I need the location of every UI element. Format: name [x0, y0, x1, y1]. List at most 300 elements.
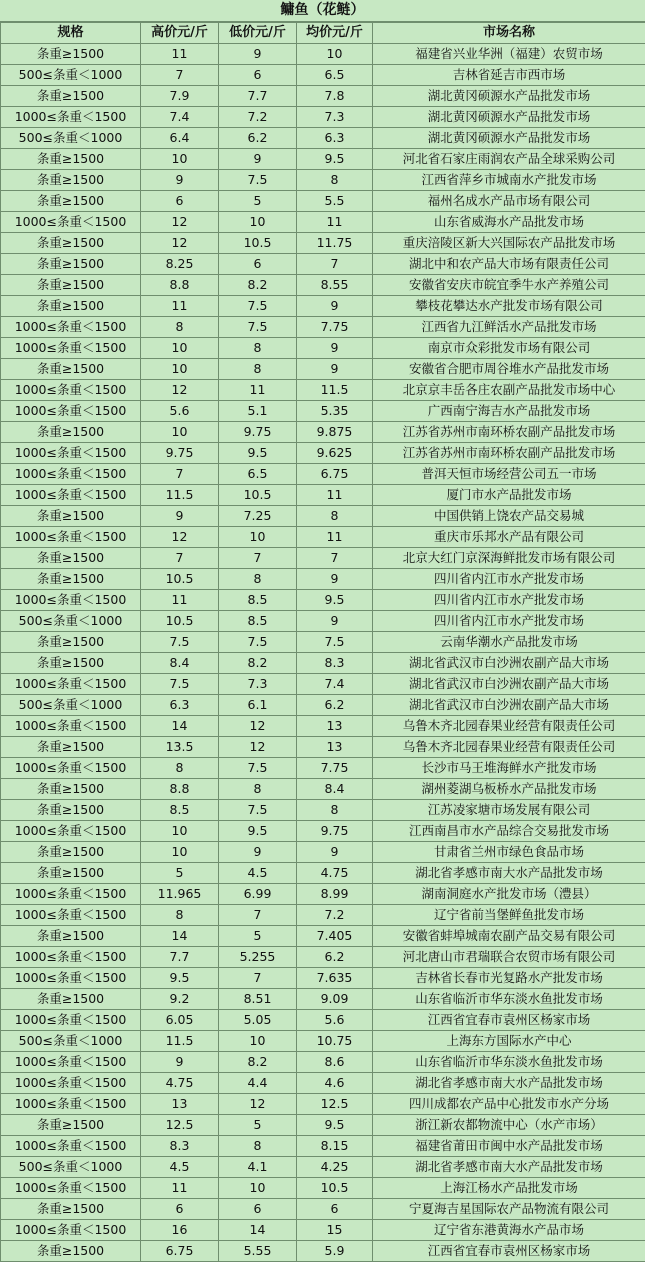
low-price-cell: 6.5 — [219, 464, 297, 485]
table-row — [1, 569, 645, 590]
table-row — [1, 1199, 645, 1220]
high-price-cell: 7.7 — [141, 947, 219, 968]
table-row — [1, 1094, 645, 1115]
spec-cell: 1000≤条重＜1500 — [1, 758, 141, 779]
market-cell: 安徽省蚌埠城南农副产品交易有限公司 — [373, 926, 645, 947]
header-high-price: 高价元/斤 — [141, 23, 219, 44]
table-row — [1, 737, 645, 758]
high-price-cell: 12 — [141, 380, 219, 401]
low-price-cell: 6.1 — [219, 695, 297, 716]
market-cell: 乌鲁木齐北园春果业经营有限责任公司 — [373, 716, 645, 737]
high-price-cell: 7.9 — [141, 86, 219, 107]
market-cell: 中国供销上饶农产品交易城 — [373, 506, 645, 527]
spec-cell: 条重≥1500 — [1, 275, 141, 296]
avg-price-cell: 6.2 — [297, 947, 373, 968]
avg-price-cell: 9.875 — [297, 422, 373, 443]
spec-cell: 条重≥1500 — [1, 1115, 141, 1136]
table-row — [1, 1136, 645, 1157]
high-price-cell: 9.2 — [141, 989, 219, 1010]
avg-price-cell: 5.9 — [297, 1241, 373, 1262]
avg-price-cell: 13 — [297, 737, 373, 758]
high-price-cell: 9 — [141, 506, 219, 527]
market-cell: 北京京丰岳各庄农副产品批发市场中心 — [373, 380, 645, 401]
low-price-cell: 9 — [219, 149, 297, 170]
table-row — [1, 443, 645, 464]
low-price-cell: 7.5 — [219, 800, 297, 821]
market-cell: 湖北省武汉市白沙洲农副产品大市场 — [373, 653, 645, 674]
avg-price-cell: 8 — [297, 170, 373, 191]
market-cell: 江西省宜春市袁州区杨家市场 — [373, 1010, 645, 1031]
low-price-cell: 8 — [219, 338, 297, 359]
avg-price-cell: 9 — [297, 296, 373, 317]
low-price-cell: 7.5 — [219, 296, 297, 317]
low-price-cell: 10 — [219, 527, 297, 548]
low-price-cell: 7.7 — [219, 86, 297, 107]
high-price-cell: 14 — [141, 716, 219, 737]
high-price-cell: 10 — [141, 149, 219, 170]
high-price-cell: 13 — [141, 1094, 219, 1115]
low-price-cell: 5.05 — [219, 1010, 297, 1031]
table-row — [1, 695, 645, 716]
high-price-cell: 8.3 — [141, 1136, 219, 1157]
avg-price-cell: 10.5 — [297, 1178, 373, 1199]
avg-price-cell: 8 — [297, 800, 373, 821]
table-row — [1, 338, 645, 359]
market-cell: 山东省临沂市华东淡水鱼批发市场 — [373, 989, 645, 1010]
avg-price-cell: 7.75 — [297, 317, 373, 338]
avg-price-cell: 9 — [297, 359, 373, 380]
low-price-cell: 4.5 — [219, 863, 297, 884]
low-price-cell: 9 — [219, 842, 297, 863]
avg-price-cell: 8.3 — [297, 653, 373, 674]
market-cell: 安徽省安庆市皖宜季牛水产养殖公司 — [373, 275, 645, 296]
spec-cell: 1000≤条重＜1500 — [1, 1052, 141, 1073]
market-cell: 湖南洞庭水产批发市场（澧县） — [373, 884, 645, 905]
low-price-cell: 9.5 — [219, 821, 297, 842]
table-row — [1, 1010, 645, 1031]
spec-cell: 1000≤条重＜1500 — [1, 1178, 141, 1199]
market-cell: 攀枝花攀达水产批发市场有限公司 — [373, 296, 645, 317]
avg-price-cell: 9.5 — [297, 1115, 373, 1136]
market-cell: 辽宁省东港黄海水产品市场 — [373, 1220, 645, 1241]
market-cell: 山东省临沂市华东淡水鱼批发市场 — [373, 1052, 645, 1073]
avg-price-cell: 4.25 — [297, 1157, 373, 1178]
spec-cell: 1000≤条重＜1500 — [1, 947, 141, 968]
high-price-cell: 8.25 — [141, 254, 219, 275]
market-cell: 湖州菱湖乌板桥水产品批发市场 — [373, 779, 645, 800]
market-cell: 广西南宁海吉水产品批发市场 — [373, 401, 645, 422]
table-row — [1, 233, 645, 254]
market-cell: 江西省萍乡市城南水产批发市场 — [373, 170, 645, 191]
low-price-cell: 4.4 — [219, 1073, 297, 1094]
avg-price-cell: 7.635 — [297, 968, 373, 989]
market-cell: 长沙市马王堆海鲜水产批发市场 — [373, 758, 645, 779]
table-row — [1, 1115, 645, 1136]
table-row — [1, 65, 645, 86]
spec-cell: 条重≥1500 — [1, 653, 141, 674]
table-row — [1, 1073, 645, 1094]
low-price-cell: 12 — [219, 716, 297, 737]
low-price-cell: 7.5 — [219, 317, 297, 338]
low-price-cell: 10 — [219, 1031, 297, 1052]
high-price-cell: 12.5 — [141, 1115, 219, 1136]
table-row — [1, 800, 645, 821]
spec-cell: 1000≤条重＜1500 — [1, 1010, 141, 1031]
table-row — [1, 1178, 645, 1199]
price-table — [0, 22, 645, 1262]
header-low-price: 低价元/斤 — [219, 23, 297, 44]
table-row — [1, 842, 645, 863]
high-price-cell: 7.4 — [141, 107, 219, 128]
table-body — [1, 44, 645, 1262]
high-price-cell: 6.4 — [141, 128, 219, 149]
avg-price-cell: 7 — [297, 548, 373, 569]
avg-price-cell: 8.4 — [297, 779, 373, 800]
low-price-cell: 8.51 — [219, 989, 297, 1010]
market-cell: 湖北黄冈硕源水产品批发市场 — [373, 107, 645, 128]
table-row — [1, 527, 645, 548]
table-row — [1, 191, 645, 212]
table-row — [1, 632, 645, 653]
table-row — [1, 170, 645, 191]
avg-price-cell: 11 — [297, 527, 373, 548]
avg-price-cell: 7.3 — [297, 107, 373, 128]
market-cell: 河北省石家庄雨润农产品全球采购公司 — [373, 149, 645, 170]
market-cell: 湖北黄冈硕源水产品批发市场 — [373, 86, 645, 107]
low-price-cell: 6 — [219, 1199, 297, 1220]
market-cell: 江西省九江鲜活水产品批发市场 — [373, 317, 645, 338]
spec-cell: 500≤条重＜1000 — [1, 128, 141, 149]
low-price-cell: 5.255 — [219, 947, 297, 968]
spec-cell: 500≤条重＜1000 — [1, 1157, 141, 1178]
table-row — [1, 1157, 645, 1178]
spec-cell: 1000≤条重＜1500 — [1, 884, 141, 905]
table-row — [1, 1220, 645, 1241]
spec-cell: 条重≥1500 — [1, 170, 141, 191]
table-row — [1, 275, 645, 296]
high-price-cell: 13.5 — [141, 737, 219, 758]
market-cell: 云南华潮水产品批发市场 — [373, 632, 645, 653]
market-cell: 乌鲁木齐北园春果业经营有限责任公司 — [373, 737, 645, 758]
table-row — [1, 548, 645, 569]
market-cell: 湖北省孝感市南大水产品批发市场 — [373, 863, 645, 884]
low-price-cell: 7 — [219, 905, 297, 926]
market-cell: 辽宁省前当堡鲜鱼批发市场 — [373, 905, 645, 926]
market-cell: 河北唐山市君瑞联合农贸市场有限公司 — [373, 947, 645, 968]
avg-price-cell: 9.5 — [297, 149, 373, 170]
low-price-cell: 8.2 — [219, 275, 297, 296]
low-price-cell: 14 — [219, 1220, 297, 1241]
market-cell: 江苏省苏州市南环桥农副产品批发市场 — [373, 422, 645, 443]
high-price-cell: 7 — [141, 65, 219, 86]
low-price-cell: 6 — [219, 254, 297, 275]
low-price-cell: 6.99 — [219, 884, 297, 905]
avg-price-cell: 9 — [297, 338, 373, 359]
table-row — [1, 128, 645, 149]
spec-cell: 条重≥1500 — [1, 779, 141, 800]
table-row — [1, 44, 645, 65]
table-row — [1, 107, 645, 128]
spec-cell: 1000≤条重＜1500 — [1, 107, 141, 128]
spec-cell: 条重≥1500 — [1, 233, 141, 254]
spec-cell: 条重≥1500 — [1, 737, 141, 758]
spec-cell: 1000≤条重＜1500 — [1, 212, 141, 233]
avg-price-cell: 7.5 — [297, 632, 373, 653]
spec-cell: 1000≤条重＜1500 — [1, 527, 141, 548]
spec-cell: 条重≥1500 — [1, 926, 141, 947]
avg-price-cell: 5.6 — [297, 1010, 373, 1031]
avg-price-cell: 12.5 — [297, 1094, 373, 1115]
market-cell: 上海江杨水产品批发市场 — [373, 1178, 645, 1199]
spec-cell: 500≤条重＜1000 — [1, 65, 141, 86]
high-price-cell: 10 — [141, 422, 219, 443]
table-row — [1, 989, 645, 1010]
market-cell: 吉林省长春市光复路水产批发市场 — [373, 968, 645, 989]
table-row — [1, 212, 645, 233]
high-price-cell: 8 — [141, 758, 219, 779]
market-cell: 重庆涪陵区新大兴国际农产品批发市场 — [373, 233, 645, 254]
high-price-cell: 10.5 — [141, 611, 219, 632]
low-price-cell: 9.75 — [219, 422, 297, 443]
table-row — [1, 611, 645, 632]
table-row — [1, 485, 645, 506]
table-row — [1, 380, 645, 401]
spec-cell: 1000≤条重＜1500 — [1, 485, 141, 506]
market-cell: 湖北省武汉市白沙洲农副产品大市场 — [373, 695, 645, 716]
table-row — [1, 401, 645, 422]
spec-cell: 条重≥1500 — [1, 359, 141, 380]
high-price-cell: 6.3 — [141, 695, 219, 716]
spec-cell: 条重≥1500 — [1, 191, 141, 212]
high-price-cell: 11.965 — [141, 884, 219, 905]
low-price-cell: 10 — [219, 1178, 297, 1199]
market-cell: 福建省莆田市闽中水产品批发市场 — [373, 1136, 645, 1157]
spec-cell: 条重≥1500 — [1, 506, 141, 527]
low-price-cell: 7 — [219, 548, 297, 569]
high-price-cell: 7.5 — [141, 674, 219, 695]
table-row — [1, 716, 645, 737]
high-price-cell: 8.5 — [141, 800, 219, 821]
avg-price-cell: 9 — [297, 611, 373, 632]
high-price-cell: 8 — [141, 905, 219, 926]
low-price-cell: 8 — [219, 569, 297, 590]
low-price-cell: 5 — [219, 1115, 297, 1136]
avg-price-cell: 7.405 — [297, 926, 373, 947]
table-row — [1, 947, 645, 968]
high-price-cell: 6.75 — [141, 1241, 219, 1262]
table-row — [1, 422, 645, 443]
avg-price-cell: 13 — [297, 716, 373, 737]
low-price-cell: 9.5 — [219, 443, 297, 464]
high-price-cell: 14 — [141, 926, 219, 947]
avg-price-cell: 9.09 — [297, 989, 373, 1010]
avg-price-cell: 5.5 — [297, 191, 373, 212]
high-price-cell: 6 — [141, 191, 219, 212]
avg-price-cell: 8 — [297, 506, 373, 527]
avg-price-cell: 11.75 — [297, 233, 373, 254]
table-row — [1, 464, 645, 485]
market-cell: 湖北中和农产品大市场有限责任公司 — [373, 254, 645, 275]
avg-price-cell: 11 — [297, 212, 373, 233]
high-price-cell: 12 — [141, 212, 219, 233]
low-price-cell: 5 — [219, 926, 297, 947]
high-price-cell: 4.75 — [141, 1073, 219, 1094]
high-price-cell: 7.5 — [141, 632, 219, 653]
spec-cell: 条重≥1500 — [1, 422, 141, 443]
high-price-cell: 8.4 — [141, 653, 219, 674]
spec-cell: 条重≥1500 — [1, 548, 141, 569]
high-price-cell: 12 — [141, 233, 219, 254]
avg-price-cell: 8.55 — [297, 275, 373, 296]
spec-cell: 1000≤条重＜1500 — [1, 905, 141, 926]
header-spec: 规格 — [1, 23, 141, 44]
spec-cell: 条重≥1500 — [1, 842, 141, 863]
market-cell: 湖北省武汉市白沙洲农副产品大市场 — [373, 674, 645, 695]
high-price-cell: 11 — [141, 296, 219, 317]
high-price-cell: 6 — [141, 1199, 219, 1220]
low-price-cell: 5.55 — [219, 1241, 297, 1262]
market-cell: 安徽省合肥市周谷堆水产品批发市场 — [373, 359, 645, 380]
market-cell: 四川省内江市水产批发市场 — [373, 590, 645, 611]
low-price-cell: 7.3 — [219, 674, 297, 695]
table-row — [1, 884, 645, 905]
spec-cell: 1000≤条重＜1500 — [1, 821, 141, 842]
low-price-cell: 10.5 — [219, 233, 297, 254]
spec-cell: 500≤条重＜1000 — [1, 1031, 141, 1052]
avg-price-cell: 5.35 — [297, 401, 373, 422]
low-price-cell: 7.2 — [219, 107, 297, 128]
low-price-cell: 8 — [219, 359, 297, 380]
avg-price-cell: 7 — [297, 254, 373, 275]
spec-cell: 条重≥1500 — [1, 569, 141, 590]
table-row — [1, 905, 645, 926]
header-row — [1, 23, 645, 44]
market-cell: 湖北黄冈硕源水产品批发市场 — [373, 128, 645, 149]
spec-cell: 条重≥1500 — [1, 989, 141, 1010]
low-price-cell: 8.5 — [219, 611, 297, 632]
avg-price-cell: 8.15 — [297, 1136, 373, 1157]
low-price-cell: 8.2 — [219, 1052, 297, 1073]
spec-cell: 1000≤条重＜1500 — [1, 338, 141, 359]
high-price-cell: 10 — [141, 359, 219, 380]
spec-cell: 条重≥1500 — [1, 149, 141, 170]
spec-cell: 1000≤条重＜1500 — [1, 1073, 141, 1094]
high-price-cell: 10.5 — [141, 569, 219, 590]
spec-cell: 1000≤条重＜1500 — [1, 1094, 141, 1115]
market-cell: 宁夏海吉星国际农产品物流有限公司 — [373, 1199, 645, 1220]
spec-cell: 条重≥1500 — [1, 86, 141, 107]
high-price-cell: 11.5 — [141, 485, 219, 506]
avg-price-cell: 6.3 — [297, 128, 373, 149]
market-cell: 吉林省延吉市西市场 — [373, 65, 645, 86]
low-price-cell: 10.5 — [219, 485, 297, 506]
high-price-cell: 10 — [141, 842, 219, 863]
table-row — [1, 590, 645, 611]
spec-cell: 1000≤条重＜1500 — [1, 1136, 141, 1157]
spec-cell: 条重≥1500 — [1, 1241, 141, 1262]
high-price-cell: 11.5 — [141, 1031, 219, 1052]
high-price-cell: 6.05 — [141, 1010, 219, 1031]
table-row — [1, 758, 645, 779]
table-row — [1, 254, 645, 275]
table-row — [1, 779, 645, 800]
low-price-cell: 7.5 — [219, 170, 297, 191]
table-row — [1, 674, 645, 695]
table-row — [1, 968, 645, 989]
table-row — [1, 296, 645, 317]
spec-cell: 1000≤条重＜1500 — [1, 1220, 141, 1241]
spec-cell: 1000≤条重＜1500 — [1, 674, 141, 695]
avg-price-cell: 7.4 — [297, 674, 373, 695]
low-price-cell: 6.2 — [219, 128, 297, 149]
low-price-cell: 7 — [219, 968, 297, 989]
avg-price-cell: 9.625 — [297, 443, 373, 464]
table-row — [1, 821, 645, 842]
table-row — [1, 359, 645, 380]
table-row — [1, 317, 645, 338]
spec-cell: 条重≥1500 — [1, 254, 141, 275]
market-cell: 江西南昌市水产品综合交易批发市场 — [373, 821, 645, 842]
avg-price-cell: 8.99 — [297, 884, 373, 905]
market-cell: 普洱天恒市场经营公司五一市场 — [373, 464, 645, 485]
high-price-cell: 9 — [141, 1052, 219, 1073]
low-price-cell: 8 — [219, 779, 297, 800]
market-cell: 南京市众彩批发市场有限公司 — [373, 338, 645, 359]
high-price-cell: 5.6 — [141, 401, 219, 422]
spec-cell: 条重≥1500 — [1, 296, 141, 317]
avg-price-cell: 4.75 — [297, 863, 373, 884]
avg-price-cell: 10.75 — [297, 1031, 373, 1052]
high-price-cell: 11 — [141, 590, 219, 611]
market-cell: 上海东方国际水产中心 — [373, 1031, 645, 1052]
market-cell: 四川省内江市水产批发市场 — [373, 569, 645, 590]
market-cell: 甘肃省兰州市绿色食品市场 — [373, 842, 645, 863]
avg-price-cell: 11 — [297, 485, 373, 506]
high-price-cell: 11 — [141, 44, 219, 65]
low-price-cell: 8.2 — [219, 653, 297, 674]
table-row — [1, 1052, 645, 1073]
avg-price-cell: 9 — [297, 569, 373, 590]
spec-cell: 条重≥1500 — [1, 44, 141, 65]
table-row — [1, 506, 645, 527]
market-cell: 北京大红门京深海鲜批发市场有限公司 — [373, 548, 645, 569]
market-cell: 江苏省苏州市南环桥农副产品批发市场 — [373, 443, 645, 464]
table-row — [1, 149, 645, 170]
market-cell: 湖北省孝感市南大水产品批发市场 — [373, 1073, 645, 1094]
low-price-cell: 11 — [219, 380, 297, 401]
table-row — [1, 1241, 645, 1262]
high-price-cell: 11 — [141, 1178, 219, 1199]
spec-cell: 条重≥1500 — [1, 863, 141, 884]
high-price-cell: 9 — [141, 170, 219, 191]
market-cell: 重庆市乐邦水产品有限公司 — [373, 527, 645, 548]
low-price-cell: 7.25 — [219, 506, 297, 527]
table-row — [1, 86, 645, 107]
low-price-cell: 12 — [219, 1094, 297, 1115]
high-price-cell: 5 — [141, 863, 219, 884]
spec-cell: 1000≤条重＜1500 — [1, 443, 141, 464]
avg-price-cell: 6.75 — [297, 464, 373, 485]
high-price-cell: 16 — [141, 1220, 219, 1241]
market-cell: 厦门市水产品批发市场 — [373, 485, 645, 506]
avg-price-cell: 9 — [297, 842, 373, 863]
spec-cell: 条重≥1500 — [1, 632, 141, 653]
spec-cell: 1000≤条重＜1500 — [1, 317, 141, 338]
low-price-cell: 8 — [219, 1136, 297, 1157]
avg-price-cell: 7.75 — [297, 758, 373, 779]
high-price-cell: 10 — [141, 338, 219, 359]
low-price-cell: 9 — [219, 44, 297, 65]
